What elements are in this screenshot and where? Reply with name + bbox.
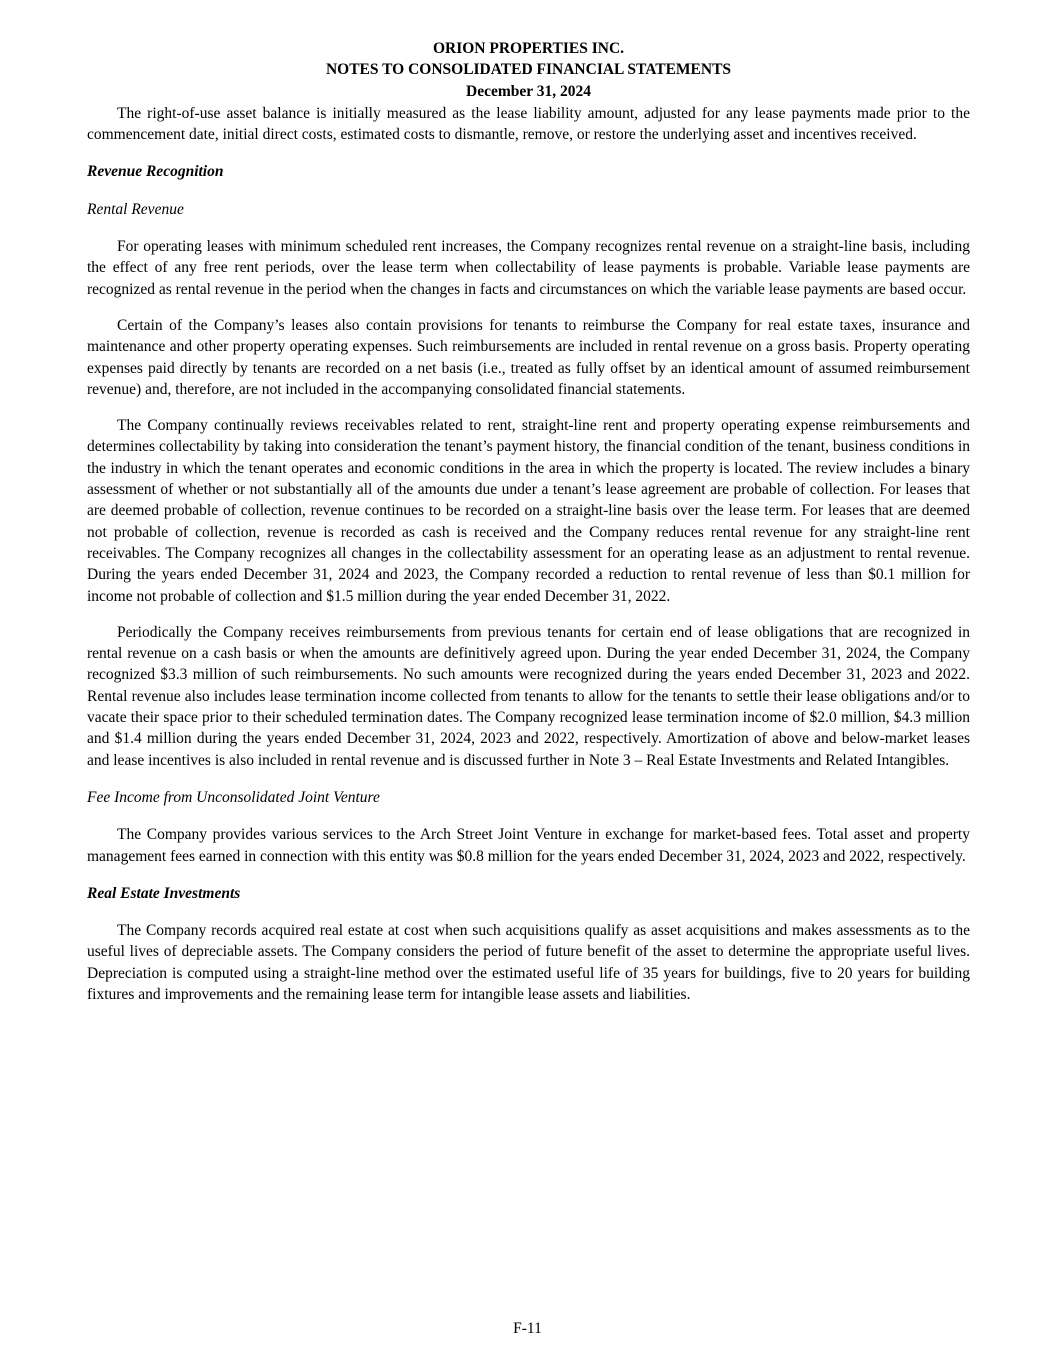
paragraph: Periodically the Company receives reimbursements from previous tenants for certain end of lease obligations that are recognized in rental revenue on a cash basis or when the amounts are definitively agreed upon. During the year ended December 31, 2024, the Company recognized $3.3 million of such reimbursements. No such amounts were recognized during the years ended December 31, 2023 and 2022. Rental revenue also includes lease termination income collected from tenants to allow for the tenants to settle their lease obligations and/or to vacate their space prior to their scheduled termination dates. The Company recognized lease termination income of $2.0 million, $4.3 million and $1.4 million during the years ended December 31, 2024, 2023 and 2022, respectively. Amortization of above and below-market leases and lease incentives is also included in rental revenue and is discussed further in Note 3 – Real Estate Investments and Related Intangibles. <box>87 623 970 769</box>
paragraph: The Company provides various services to the Arch Street Joint Venture in exchange for market-based fees. Total asset and property management fees earned in connection with this entity was $0.8 million for the years ended December 31, 2024, 2023 and 2022, respectively. <box>87 826 970 865</box>
section-heading: Fee Income from Unconsolidated Joint Venture <box>87 788 380 806</box>
paragraph: The Company continually reviews receivables related to rent, straight-line rent and property operating expense reimbursements and determines collectability by taking into consideration the tenant’s payment history, the financial condition of the tenant, business conditions in the industry in which the tenant operates and economic conditions in the area in which the property is located. The review includes a binary assessment of whether or not substantially all of the amounts due under a tenant’s lease agreement are probable of collection. For leases that are deemed probable of collection, revenue continues to be recorded on a straight-line basis over the lease term. For leases that are deemed not probable of collection, revenue is recorded as cash is received and the Company reduces rental revenue for any straight-line rent receivables. The Company recognizes all changes in the collectability assessment for an operating lease as an adjustment to rental revenue. During the years ended December 31, 2024 and 2023, the Company recorded a reduction to rental revenue of less than $0.1 million for income not probable of collection and $1.5 million during the year ended December 31, 2022. <box>87 417 970 605</box>
section-heading: Revenue Recognition <box>87 163 224 181</box>
page-footer <box>0 1318 1055 1339</box>
document-date: December 31, 2024 <box>466 82 591 100</box>
paragraph: Certain of the Company’s leases also contain provisions for tenants to reimburse the Company for real estate taxes, insurance and maintenance and other property operating expenses. Such reimbursements are included in rental revenue on a gross basis. Property operating expenses paid directly by tenants are recorded on a net basis (i.e., treated as fully offset by an identical amount of assumed reimbursement revenue) and, therefore, are not included in the accompanying consolidated financial statements. <box>87 316 970 398</box>
document-header <box>87 38 970 102</box>
section-heading: Rental Revenue <box>87 200 184 218</box>
paragraph: For operating leases with minimum scheduled rent increases, the Company recognizes rental revenue on a straight-line basis, including the effect of any free rent periods, over the lease term when collectability of lease payments is probable. Variable lease payments are recognized as rental revenue in the period when the changes in facts and circumstances on which the variable lease payments are based occur. <box>87 238 970 298</box>
paragraph: The Company records acquired real estate at cost when such acquisitions qualify as asset acquisitions and makes assessments as to the useful lives of depreciable assets. The Company considers the period of future benefit of the asset to determine the appropriate useful lives. Depreciation is computed using a straight-line method over the estimated useful life of 35 years for buildings, five to 20 years for building fixtures and improvements and the remaining lease term for intangible lease assets and liabilities. <box>87 922 970 1003</box>
company-name: ORION PROPERTIES INC. <box>432 40 625 57</box>
section-heading: Real Estate Investments <box>87 884 241 902</box>
paragraph: The right-of-use asset balance is initially measured as the lease liability amount, adjusted for any lease payments made prior to the commencement date, initial direct costs, estimated costs to dismantle, remove, or restore the underlying asset and incentives received. <box>87 104 970 144</box>
document-title: NOTES TO CONSOLIDATED FINANCIAL STATEMENTS <box>325 61 732 79</box>
page-number: F-11 <box>513 1319 542 1337</box>
document-body <box>87 103 970 1005</box>
